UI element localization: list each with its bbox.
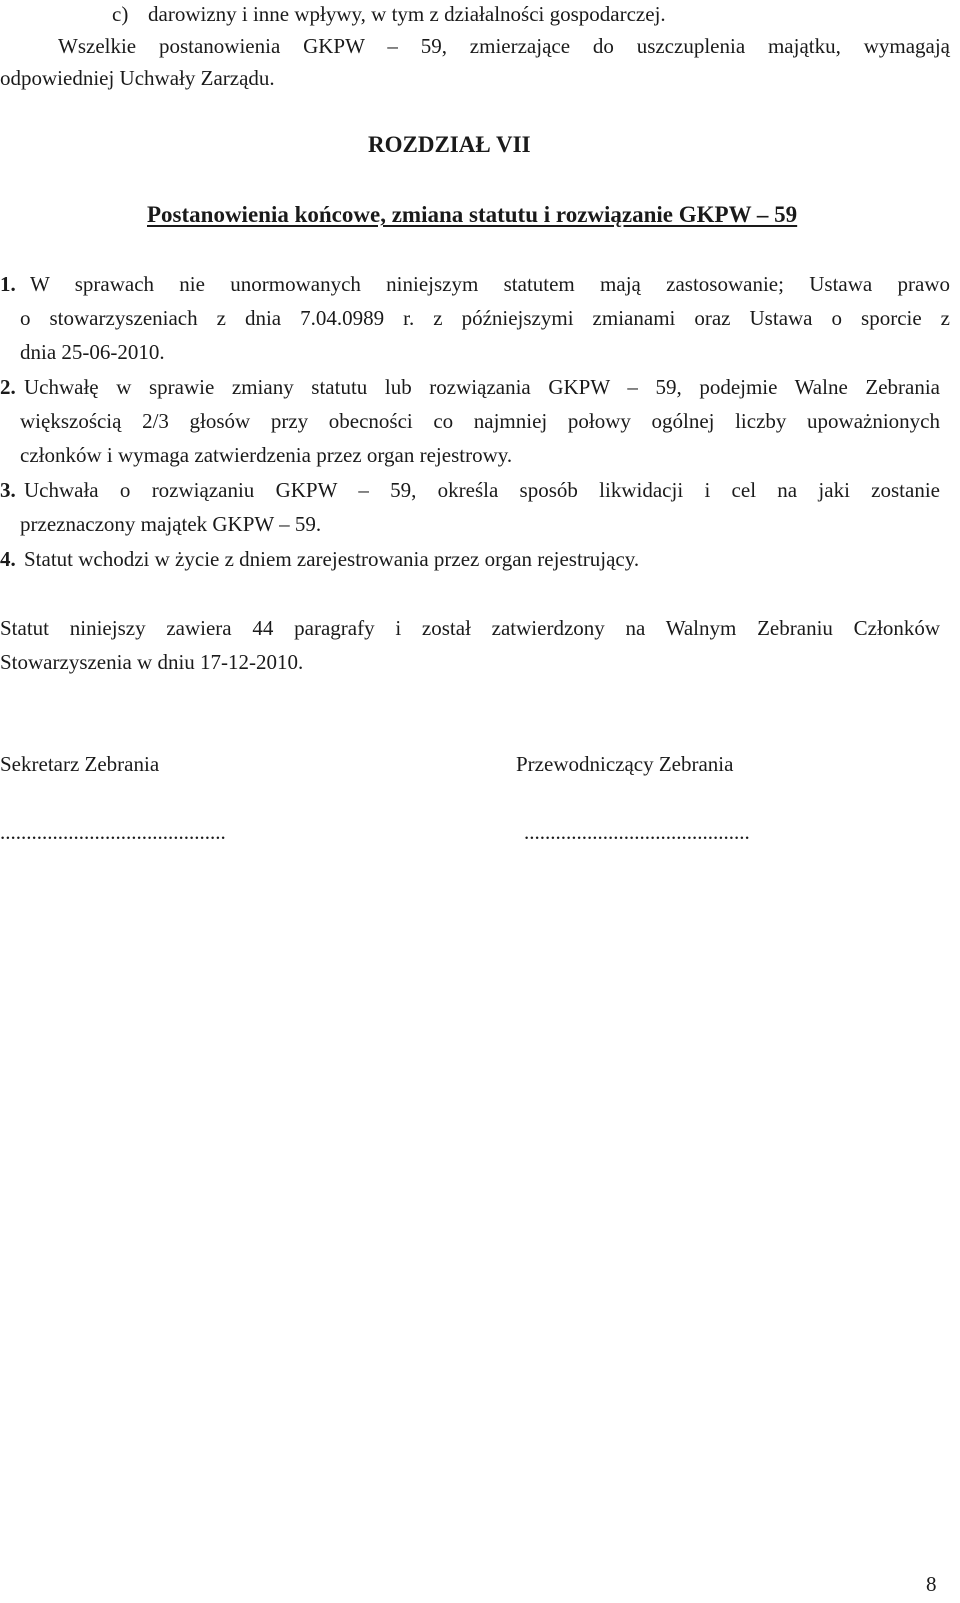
- point-2-line3: członków i wymaga zatwierdzenia przez organ rejestrowy.: [20, 443, 513, 467]
- point-3-line2: przeznaczony majątek GKPW – 59.: [20, 512, 322, 536]
- point-1-number: 1.: [0, 272, 16, 296]
- signature-label-secretary: Sekretarz Zebrania: [0, 752, 160, 776]
- point-4-number: 4.: [0, 547, 16, 571]
- point-2-line1: Uchwałę w sprawie zmiany statutu lub rozwiązania GKPW – 59, podejmie Walne Zebrania: [24, 375, 940, 399]
- signature-line-chair: ...........................................: [524, 820, 750, 844]
- chapter-subtitle: Postanowienia końcowe, zmiana statutu i rozwiązanie GKPW – 59: [147, 202, 798, 227]
- page-number: 8: [926, 1572, 937, 1596]
- list-item-c: darowizny i inne wpływy, w tym z działalności gospodarczej.: [148, 2, 666, 26]
- point-4-line1: Statut wchodzi w życie z dniem zarejestrowania przez organ rejestrujący.: [24, 547, 640, 571]
- point-1-line1: W sprawach nie unormowanych niniejszym statutem mają zastosowanie; Ustawa prawo: [30, 272, 950, 296]
- list-marker-c: c): [112, 2, 129, 26]
- point-2-line2: większością 2/3 głosów przy obecności co najmniej połowy ogólnej liczby upoważnionych: [20, 409, 940, 433]
- chapter-heading: ROZDZIAŁ VII: [368, 132, 531, 157]
- point-3-number: 3.: [0, 478, 16, 502]
- signature-label-chair: Przewodniczący Zebrania: [516, 752, 734, 776]
- point-3-line1: Uchwała o rozwiązaniu GKPW – 59, określa sposób likwidacji i cel na jaki zostanie: [24, 478, 940, 502]
- point-1-line3: dnia 25-06-2010.: [20, 340, 165, 364]
- intro-paragraph-line2: odpowiedniej Uchwały Zarządu.: [0, 66, 275, 90]
- intro-paragraph-line1: Wszelkie postanowienia GKPW – 59, zmierzające do uszczuplenia majątku, wymagają: [58, 34, 950, 58]
- closing-line2: Stowarzyszenia w dniu 17-12-2010.: [0, 650, 304, 674]
- point-2-number: 2.: [0, 375, 16, 399]
- signature-line-secretary: ...........................................: [0, 820, 226, 844]
- point-1-line2: o stowarzyszeniach z dnia 7.04.0989 r. z późniejszymi zmianami oraz Ustawa o sporcie z: [20, 306, 950, 330]
- closing-line1: Statut niniejszy zawiera 44 paragrafy i został zatwierdzony na Walnym Zebraniu Członków: [0, 616, 940, 640]
